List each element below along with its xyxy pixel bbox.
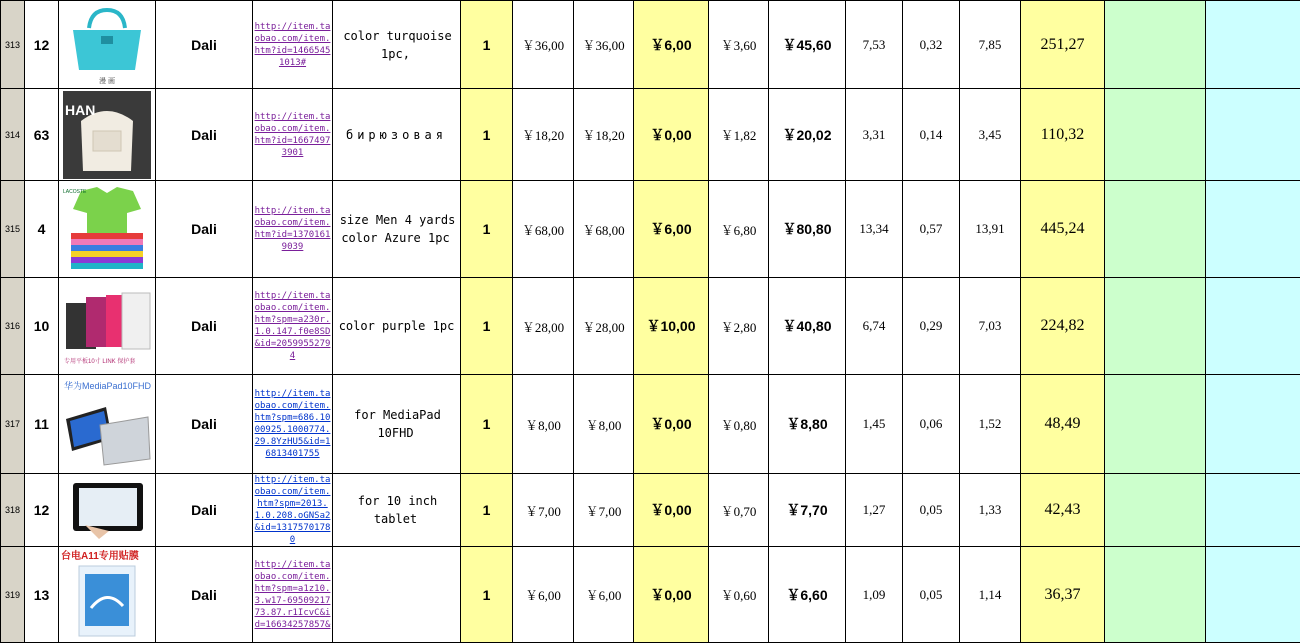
cell-c2[interactable]: 0,32 — [903, 1, 960, 89]
cell-shipping[interactable]: ￥6,00 — [634, 1, 709, 89]
cell-shipping[interactable]: ￥0,00 — [634, 474, 709, 547]
cell-c3[interactable]: 13,91 — [960, 181, 1021, 278]
description-text: color purple 1pc — [337, 319, 457, 333]
cell-link[interactable] — [253, 547, 333, 643]
cell-cyan-empty[interactable] — [1206, 278, 1300, 375]
cell-item-id[interactable]: 13 — [25, 547, 59, 643]
cell-description[interactable] — [333, 474, 461, 547]
cell-c2[interactable]: 0,05 — [903, 474, 960, 547]
cell-description[interactable] — [333, 1, 461, 89]
cell-description[interactable] — [333, 181, 461, 278]
cell-c3[interactable]: 7,03 — [960, 278, 1021, 375]
cell-total[interactable]: ￥7,70 — [769, 474, 846, 547]
description-text: color turquoise 1pc, — [341, 29, 451, 61]
cell-seller[interactable]: Dali — [156, 474, 253, 547]
image-text: HAN — [65, 102, 95, 118]
row-header[interactable] — [1, 474, 25, 547]
cell-grand-total[interactable]: 110,32 — [1021, 89, 1105, 181]
cell-quantity[interactable]: 1 — [461, 474, 513, 547]
cell-shipping[interactable]: ￥0,00 — [634, 375, 709, 474]
cell-price[interactable]: ￥28,00 — [513, 278, 574, 375]
cell-sum[interactable]: ￥36,00 — [574, 1, 634, 89]
cell-link[interactable] — [253, 1, 333, 89]
cell-sum[interactable]: ￥8,00 — [574, 375, 634, 474]
description-text: for 10 inch tablet — [356, 494, 437, 526]
product-link[interactable]: http://item.taobao.com/item.htm?spm=686.1000925.1000774.29.8YzHU5&id=16813401755 — [253, 388, 332, 460]
cell-seller[interactable]: Dali — [156, 89, 253, 181]
cell-c1[interactable]: 1,27 — [846, 474, 903, 547]
product-image-screen-film — [65, 479, 149, 541]
cell-price[interactable]: ￥6,00 — [513, 547, 574, 643]
cell-grand-total[interactable]: 445,24 — [1021, 181, 1105, 278]
cell-image[interactable] — [59, 278, 156, 375]
image-text: LACOSTE — [63, 189, 87, 195]
cell-image[interactable] — [59, 375, 156, 474]
product-image-dolphin-film — [59, 548, 155, 642]
cell-c1[interactable]: 6,74 — [846, 278, 903, 375]
cell-price[interactable]: ￥36,00 — [513, 1, 574, 89]
product-link[interactable]: http://item.taobao.com/item.htm?id=14665451013# — [253, 21, 332, 69]
cell-image[interactable] — [59, 181, 156, 278]
cell-fee[interactable]: ￥2,80 — [709, 278, 769, 375]
cell-c1[interactable]: 3,31 — [846, 89, 903, 181]
cell-shipping[interactable]: ￥10,00 — [634, 278, 709, 375]
cell-cyan-empty[interactable] — [1206, 547, 1300, 643]
cell-price[interactable]: ￥18,20 — [513, 89, 574, 181]
cell-image[interactable] — [59, 1, 156, 89]
cell-total[interactable]: ￥6,60 — [769, 547, 846, 643]
cell-c3[interactable]: 1,52 — [960, 375, 1021, 474]
cell-quantity[interactable]: 1 — [461, 1, 513, 89]
row-header[interactable] — [1, 278, 25, 375]
cell-cyan-empty[interactable] — [1206, 474, 1300, 547]
cell-seller[interactable]: Dali — [156, 547, 253, 643]
cell-image[interactable] — [59, 89, 156, 181]
cell-total[interactable]: ￥8,80 — [769, 375, 846, 474]
cell-c1[interactable]: 13,34 — [846, 181, 903, 278]
cell-c1[interactable]: 1,09 — [846, 547, 903, 643]
cell-link[interactable] — [253, 474, 333, 547]
description-text — [395, 588, 399, 602]
cell-quantity[interactable]: 1 — [461, 181, 513, 278]
cell-quantity[interactable]: 1 — [461, 375, 513, 474]
cell-fee[interactable]: ￥1,82 — [709, 89, 769, 181]
cell-cyan-empty[interactable] — [1206, 375, 1300, 474]
product-image-tablet-cases — [60, 283, 154, 369]
cell-image[interactable] — [59, 474, 156, 547]
product-link[interactable]: http://item.taobao.com/item.htm?id=13701619039 — [253, 205, 332, 253]
cell-green-empty[interactable] — [1105, 375, 1206, 474]
description-text: size Men 4 yards color Azure 1pc — [338, 213, 456, 245]
sheet-row — [1, 547, 1300, 643]
cell-grand-total[interactable]: 224,82 — [1021, 278, 1105, 375]
sheet-row — [1, 181, 1300, 278]
cell-seller[interactable]: Dali — [156, 375, 253, 474]
cell-sum[interactable]: ￥18,20 — [574, 89, 634, 181]
cell-fee[interactable]: ￥0,70 — [709, 474, 769, 547]
row-header[interactable] — [1, 1, 25, 89]
cell-fee[interactable]: ￥3,60 — [709, 1, 769, 89]
cell-item-id[interactable]: 12 — [25, 1, 59, 89]
row-header[interactable] — [1, 89, 25, 181]
cell-c3[interactable]: 3,45 — [960, 89, 1021, 181]
cell-description[interactable] — [333, 278, 461, 375]
sheet-row — [1, 89, 1300, 181]
cell-item-id[interactable]: 10 — [25, 278, 59, 375]
cell-item-id[interactable]: 12 — [25, 474, 59, 547]
cell-item-id[interactable]: 4 — [25, 181, 59, 278]
cell-cyan-empty[interactable] — [1206, 89, 1300, 181]
cell-fee[interactable]: ￥0,60 — [709, 547, 769, 643]
cell-seller[interactable]: Dali — [156, 181, 253, 278]
product-link[interactable]: http://item.taobao.com/item.htm?spm=a1z10.3.w17-6950921773.87.r1IcvC&id=16634257857& — [253, 559, 332, 631]
cell-quantity[interactable]: 1 — [461, 278, 513, 375]
cell-total[interactable]: ￥80,80 — [769, 181, 846, 278]
cell-sum[interactable]: ￥7,00 — [574, 474, 634, 547]
cell-total[interactable]: ￥45,60 — [769, 1, 846, 89]
row-header[interactable] — [1, 181, 25, 278]
cell-cyan-empty[interactable] — [1206, 1, 1300, 89]
cell-link[interactable] — [253, 89, 333, 181]
cell-green-empty[interactable] — [1105, 181, 1206, 278]
cell-price[interactable]: ￥8,00 — [513, 375, 574, 474]
cell-c1[interactable]: 7,53 — [846, 1, 903, 89]
row-number: 316 — [5, 321, 20, 331]
product-image-mediapad — [60, 377, 154, 471]
cell-price[interactable]: ￥68,00 — [513, 181, 574, 278]
cell-cyan-empty[interactable] — [1206, 181, 1300, 278]
row-number: 315 — [5, 224, 20, 234]
cell-c1[interactable]: 1,45 — [846, 375, 903, 474]
cell-description[interactable] — [333, 375, 461, 474]
cell-c2[interactable]: 0,57 — [903, 181, 960, 278]
cell-grand-total[interactable]: 36,37 — [1021, 547, 1105, 643]
cell-sum[interactable]: ￥6,00 — [574, 547, 634, 643]
row-number: 319 — [5, 590, 20, 600]
sheet-row — [1, 278, 1300, 375]
cell-c2[interactable]: 0,06 — [903, 375, 960, 474]
cell-green-empty[interactable] — [1105, 1, 1206, 89]
cell-description[interactable] — [333, 547, 461, 643]
image-caption: 漫 画 — [99, 76, 115, 85]
cell-green-empty[interactable] — [1105, 89, 1206, 181]
cell-grand-total[interactable]: 48,49 — [1021, 375, 1105, 474]
cell-seller[interactable]: Dali — [156, 1, 253, 89]
cell-grand-total[interactable]: 251,27 — [1021, 1, 1105, 89]
cell-c3[interactable]: 7,85 — [960, 1, 1021, 89]
row-number: 318 — [5, 505, 20, 515]
cell-shipping[interactable]: ￥6,00 — [634, 181, 709, 278]
cell-c2[interactable]: 0,14 — [903, 89, 960, 181]
cell-sum[interactable]: ￥68,00 — [574, 181, 634, 278]
cell-c2[interactable]: 0,29 — [903, 278, 960, 375]
row-header[interactable] — [1, 375, 25, 474]
product-link[interactable]: http://item.taobao.com/item.htm?id=16674973901 — [253, 111, 332, 159]
description-text: бирюзовая — [344, 128, 449, 142]
cell-green-empty[interactable] — [1105, 474, 1206, 547]
sheet-row — [1, 375, 1300, 474]
product-link[interactable]: http://item.taobao.com/item.htm?spm=a230r.1.0.147.f0e8SD&id=20599552794 — [253, 290, 332, 362]
cell-link[interactable] — [253, 375, 333, 474]
cell-item-id[interactable]: 63 — [25, 89, 59, 181]
cell-image[interactable] — [59, 547, 156, 643]
image-text: 台电A11专用贴膜 — [61, 549, 139, 562]
row-number: 313 — [5, 40, 20, 50]
row-number: 314 — [5, 130, 20, 140]
cell-quantity[interactable]: 1 — [461, 547, 513, 643]
cell-shipping[interactable]: ￥0,00 — [634, 89, 709, 181]
cell-c3[interactable]: 1,33 — [960, 474, 1021, 547]
cell-fee[interactable]: ￥0,80 — [709, 375, 769, 474]
cell-grand-total[interactable]: 42,43 — [1021, 474, 1105, 547]
cell-total[interactable]: ￥20,02 — [769, 89, 846, 181]
description-text: for MediaPad 10FHD — [352, 408, 441, 440]
product-image-bag — [61, 4, 153, 86]
row-number: 317 — [5, 419, 20, 429]
product-image-polos — [61, 183, 153, 275]
sheet-row — [1, 1, 1300, 89]
cell-seller[interactable]: Dali — [156, 278, 253, 375]
cell-quantity[interactable]: 1 — [461, 89, 513, 181]
cell-price[interactable]: ￥7,00 — [513, 474, 574, 547]
cell-sum[interactable]: ￥28,00 — [574, 278, 634, 375]
cell-green-empty[interactable] — [1105, 278, 1206, 375]
cell-c2[interactable]: 0,05 — [903, 547, 960, 643]
cell-description[interactable] — [333, 89, 461, 181]
product-image-backpack — [63, 91, 151, 179]
image-caption: 专用平板10寸 LINK 保护套 — [64, 357, 135, 365]
cell-green-empty[interactable] — [1105, 547, 1206, 643]
cell-link[interactable] — [253, 181, 333, 278]
row-header[interactable] — [1, 547, 25, 643]
sheet-row — [1, 474, 1300, 547]
cell-c3[interactable]: 1,14 — [960, 547, 1021, 643]
product-link[interactable]: http://item.taobao.com/item.htm?spm=2013.1.0.208.oGNSa2&id=13175701780 — [253, 474, 332, 546]
cell-fee[interactable]: ￥6,80 — [709, 181, 769, 278]
cell-item-id[interactable]: 11 — [25, 375, 59, 474]
cell-shipping[interactable]: ￥0,00 — [634, 547, 709, 643]
cell-link[interactable] — [253, 278, 333, 375]
image-text: 华为MediaPad10FHD — [64, 380, 152, 391]
cell-total[interactable]: ￥40,80 — [769, 278, 846, 375]
